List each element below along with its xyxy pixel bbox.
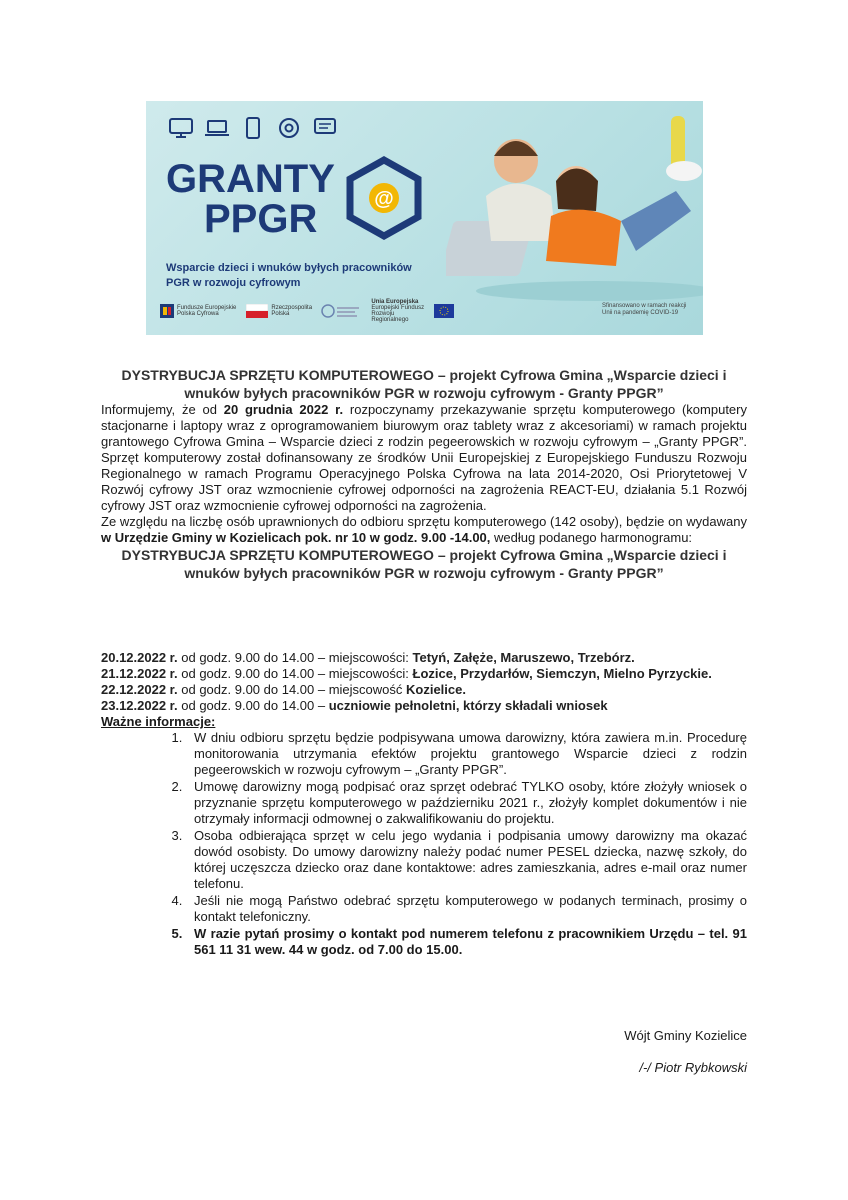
important-item: 5. W razie pytań prosimy o kontakt pod numerem telefonu z pracownikiem Urzędu – tel. 91 561 11 31 wew. 44 w godz. od 7.00 do 15.00. [186, 926, 747, 958]
important-item: 1. W dniu odbioru sprzętu będzie podpisywana umowa darowizny, która zawiera m.in. Procedurę monitorowania utrzymania efektów projektu grantowego Wsparcie dzieci z rodzin pegeerowskich w rozwoju cyfrowym – „Granty PPGR”. [186, 730, 747, 778]
signature-role: Wójt Gminy Kozielice [624, 1028, 747, 1043]
heading-distribution: DYSTRYBUCJA SPRZĘTU KOMPUTEROWEGO – projekt Cyfrowa Gmina „Wsparcie dzieci i wnuków byłych pracowników PGR w rozwoju cyfrowym - Granty PPGR” [121, 367, 727, 401]
schedule-hours: od godz. 9.00 do 14.00 – miejscowości: [177, 650, 413, 665]
hexagon-at-logo-icon [346, 156, 422, 240]
schedule-date: 22.12.2022 r. [101, 682, 178, 697]
location-paragraph [101, 514, 747, 546]
schedule-hours: od godz. 9.00 do 14.00 – miejscowości: [177, 666, 413, 681]
important-item: 3. Osoba odbierająca sprzęt w celu jego wydania i podpisania umowy darowizny ma okazać dowód osobisty. Do umowy darowizny należy podać numer PESEL dziecka, nazwę szkoły, do której uczęszcza dziecko oraz dane kontaktowe: adres zamieszkania, adres e-mail oraz numer telefonu. [186, 828, 747, 892]
funding-logos [160, 299, 454, 323]
digital-ministry-logo-icon [321, 304, 361, 318]
covid-note: Sfinansowano w ramach reakcji Unii na pandemię COVID-19 [602, 303, 687, 316]
granty-ppgr-banner [146, 101, 703, 335]
monitor-icon [168, 117, 194, 139]
schedule-date: 23.12.2022 r. [101, 698, 178, 713]
kids-with-laptop-illustration [446, 101, 703, 301]
fe-logo-subtext: Polska Cyfrowa [177, 311, 219, 317]
signature-name: /-/ Piotr Rybkowski [639, 1060, 747, 1075]
schedule-row [101, 682, 747, 698]
location-text-b: według podanego harmonogramu: [490, 530, 693, 545]
schedule-row [101, 666, 747, 682]
schedule-row [101, 650, 747, 666]
schedule-places: Łozice, Przydarłów, Siemczyn, Mielno Pyrzyckie. [412, 666, 712, 681]
rp-logo [246, 304, 311, 318]
intro-start-date: 20 grudnia 2022 r. [223, 402, 344, 417]
important-item: 2. Umowę darowizny mogą podpisać oraz sprzęt odebrać TYLKO osoby, które złożyły wniosek o przyznanie sprzętu komputerowego w październiku 2021 r., złożyły komplet dokumentów i nie otrzymały informacji odmownej o zakwalifikowaniu do projektu. [186, 779, 747, 827]
heading-distribution-repeat: DYSTRYBUCJA SPRZĘTU KOMPUTEROWEGO – projekt Cyfrowa Gmina „Wsparcie dzieci i wnuków byłych pracowników PGR w rozwoju cyfrowym - Granty PPGR” [121, 547, 727, 581]
schedule-hours: od godz. 9.00 do 14.00 – miejscowość [177, 682, 407, 697]
eu-flag-icon [434, 304, 454, 318]
schedule-places: uczniowie pełnoletni, którzy składali wniosek [328, 698, 608, 713]
svg-text:@: @ [374, 188, 394, 210]
tablet-icon [240, 117, 266, 139]
intro-paragraph [101, 402, 747, 514]
important-list [101, 730, 747, 958]
eu-logo [371, 299, 454, 323]
schedule-date: 20.12.2022 r. [101, 650, 178, 665]
schedule-hours: od godz. 9.00 do 14.00 – [177, 698, 329, 713]
document-body [101, 366, 747, 582]
schedule-places: Kozielice. [406, 682, 466, 697]
schedule-list [101, 650, 747, 959]
laptop-icon [204, 117, 230, 139]
banner-subtitle: Wsparcie dzieci i wnuków byłych pracowników PGR w rozwoju cyfrowym [166, 262, 412, 289]
banner-title [166, 159, 335, 239]
chat-icon [312, 117, 338, 139]
banner-title-line2: PPGR [204, 197, 318, 241]
fe-logo-text: Fundusze Europejskie [177, 305, 237, 311]
banner-title-line1: GRANTY [166, 157, 335, 201]
banner-icons [168, 117, 338, 139]
important-item: 4. Jeśli nie mogą Państwo odebrać sprzętu komputerowego w podanych terminach, prosimy o kontakt telefoniczny. [186, 893, 747, 925]
intro-text-b: rozpoczynamy przekazywanie sprzętu komputerowego (komputery stacjonarne i laptopy wraz z oprogramowaniem biurowym oraz tablety wraz z akcesoriami) w ramach projektu grantowego Cyfrowa Gmina – Wsparcie dzieci z rodzin pegeerowskich w rozwoju cyfrowym – „Granty PPGR”. Sprzęt komputerowy został dofinansowany ze środków Unii Europejskiej z Europejskiego Funduszu Rozwoju Regionalnego w ramach Programu Operacyjnego Polska Cyfrowa na lata 2014-2020, Osi Priorytetowej V Rozwój cyfrowy JST oraz wzmocnienie cyfrowej odporności na zagrożenia REACT-EU, działania 5.1 Rozwój cyfrowy JST oraz wzmocnienie cyfrowej odporności na zagrożenia. [101, 402, 747, 513]
fe-logo [160, 304, 236, 318]
eu-logo-text: Unia Europejska [371, 299, 419, 305]
important-label: Ważne informacje: [101, 714, 216, 729]
at-icon [276, 117, 302, 139]
rp-logo-text: Rzeczpospolita Polska [271, 305, 313, 317]
eu-logo-subtext: Europejski Fundusz Rozwoju Regionalnego [371, 305, 425, 323]
location-text-a: Ze względu na liczbę osób uprawnionych do odbioru sprzętu komputerowego (142 osoby), będzie on wydawany [101, 514, 747, 529]
intro-text-a: Informujemy, że od [101, 402, 224, 417]
location-bold: w Urzędzie Gminy w Kozielicach pok. nr 10 w godz. 9.00 -14.00, [101, 530, 491, 545]
schedule-date: 21.12.2022 r. [101, 666, 178, 681]
schedule-places: Tetyń, Załęże, Maruszewo, Trzebórz. [412, 650, 635, 665]
schedule-row [101, 698, 747, 714]
